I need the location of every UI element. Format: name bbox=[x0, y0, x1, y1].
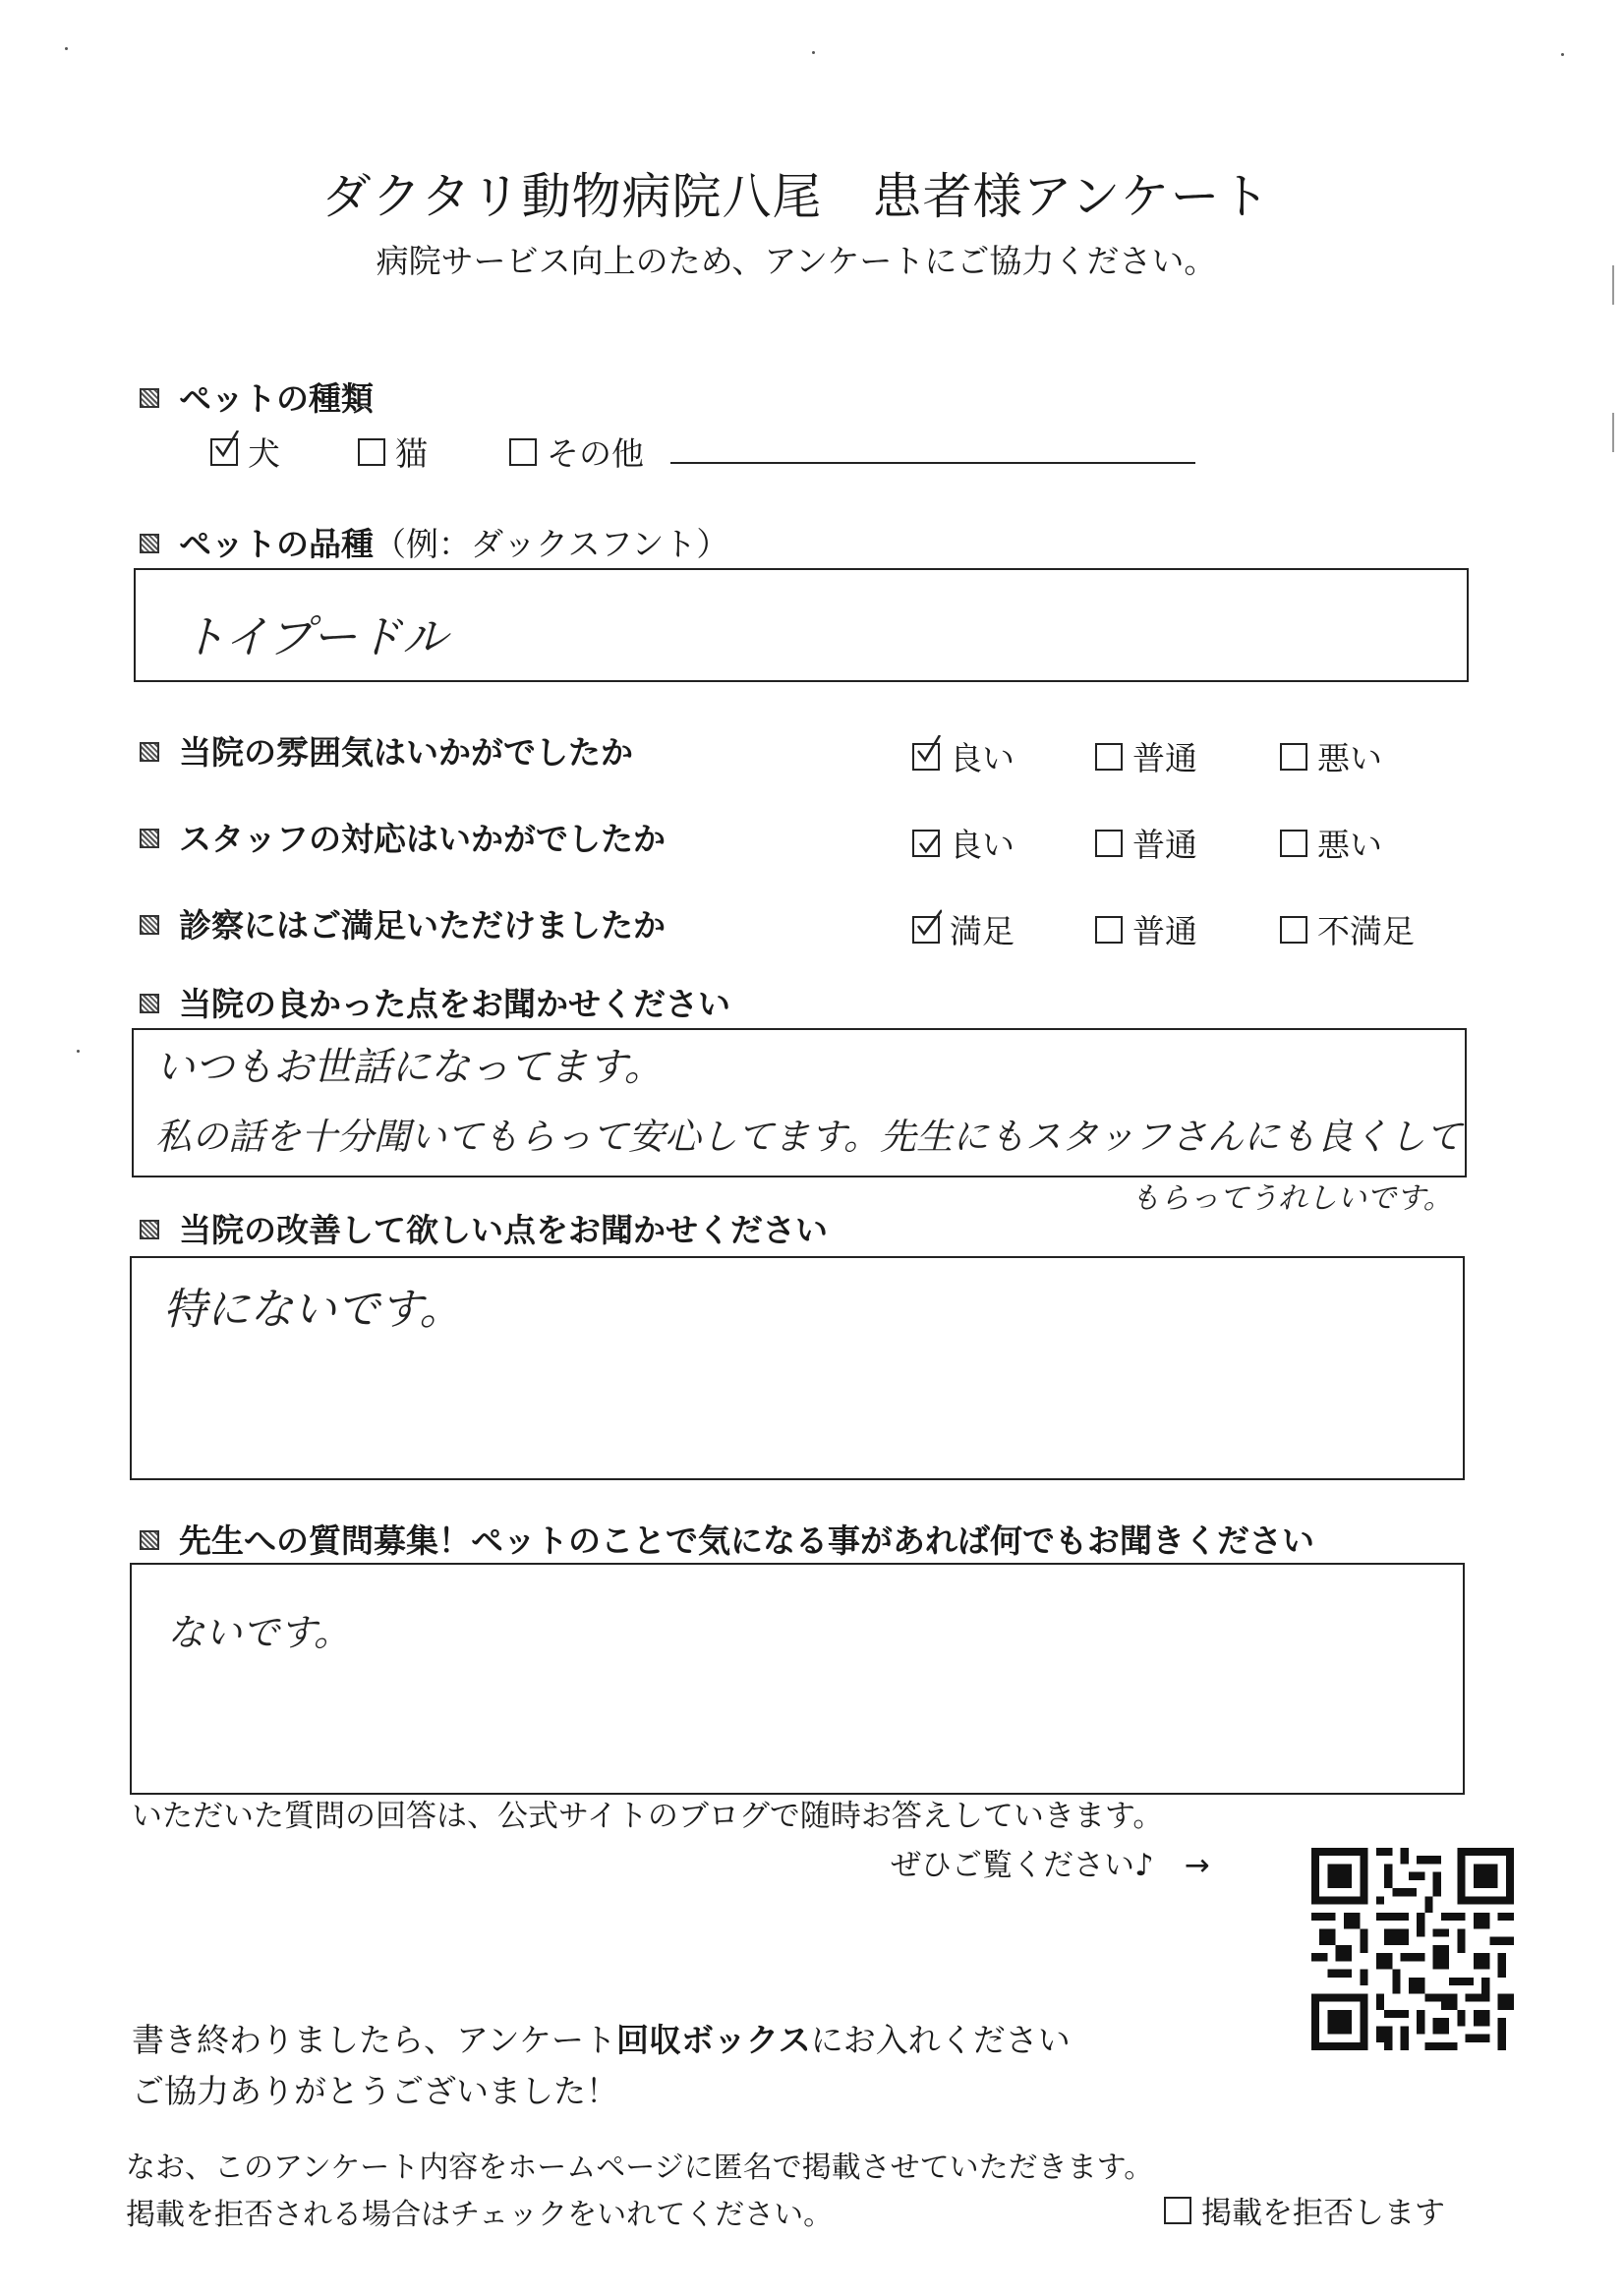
good-points-answer-line3: もらってうれしいです。 bbox=[1131, 1181, 1453, 1216]
checkbox[interactable] bbox=[1280, 743, 1307, 771]
refuse-publish-option[interactable]: 掲載を拒否します bbox=[1164, 2188, 1445, 2232]
doctor-questions-answer-box[interactable] bbox=[130, 1563, 1465, 1795]
scan-speck bbox=[65, 47, 68, 50]
pet-type-question: ペットの種類 bbox=[140, 373, 374, 420]
survey-subtitle: 病院サービス向上のため、アンケートにご協力ください。 bbox=[376, 242, 1217, 280]
checkbox-checked[interactable] bbox=[210, 438, 238, 466]
check-mark-icon bbox=[916, 830, 942, 859]
doctor-questions-question: 先生への質問募集！ペットのことで気になる事があれば何でもお聞きください bbox=[140, 1516, 1314, 1562]
checkbox[interactable] bbox=[1280, 830, 1307, 857]
bullet-icon bbox=[140, 742, 159, 762]
check-mark-icon bbox=[214, 430, 240, 460]
staff-question: スタッフの対応はいかがでしたか bbox=[140, 814, 666, 860]
check-mark-icon bbox=[916, 908, 942, 938]
atmosphere-option-bad[interactable]: 悪い bbox=[1280, 733, 1382, 779]
good-points-answer-line1: いつもお世話になってます。 bbox=[155, 1045, 664, 1090]
atmosphere-option-normal[interactable]: 普通 bbox=[1095, 733, 1197, 779]
other-pet-write-line[interactable] bbox=[670, 462, 1195, 464]
atmosphere-option-good[interactable]: 良い bbox=[912, 733, 1015, 779]
atmosphere-question: 当院の雰囲気はいかがでしたか bbox=[140, 727, 633, 774]
survey-title: ダクタリ動物病院八尾 患者様アンケート bbox=[321, 168, 1271, 225]
good-points-question: 当院の良かった点をお聞かせください bbox=[140, 979, 730, 1025]
bullet-icon bbox=[140, 534, 159, 553]
checkbox[interactable] bbox=[1095, 830, 1123, 857]
scan-speck bbox=[1561, 53, 1564, 56]
satisfaction-option-satisfied[interactable]: 満足 bbox=[912, 906, 1015, 952]
scan-mark bbox=[1612, 265, 1614, 305]
improvements-answer: 特にないです。 bbox=[163, 1285, 463, 1335]
scan-mark bbox=[1612, 413, 1614, 452]
bullet-icon bbox=[140, 915, 159, 935]
breed-answer: トイプードル bbox=[181, 610, 447, 663]
staff-option-bad[interactable]: 悪い bbox=[1280, 820, 1382, 866]
breed-question: ペットの品種（例：ダックスフント） bbox=[140, 519, 728, 565]
check-mark-icon bbox=[916, 735, 942, 765]
satisfaction-option-unsatisfied[interactable]: 不満足 bbox=[1280, 906, 1415, 952]
breed-answer-box[interactable] bbox=[134, 568, 1469, 682]
scan-speck bbox=[812, 51, 815, 54]
bullet-icon bbox=[140, 1220, 159, 1239]
satisfaction-option-normal[interactable]: 普通 bbox=[1095, 906, 1197, 952]
refuse-publish-checkbox[interactable] bbox=[1164, 2197, 1191, 2224]
qr-code[interactable] bbox=[1311, 1848, 1514, 2050]
pet-type-option-dog[interactable]: 犬 bbox=[210, 429, 280, 475]
see-blog-note: ぜひご覧ください♪ → bbox=[891, 1848, 1210, 1883]
refuse-note: 掲載を拒否される場合はチェックをいれてください。 bbox=[126, 2198, 834, 2232]
checkbox[interactable] bbox=[1095, 916, 1123, 944]
pet-type-option-other[interactable]: その他 bbox=[509, 429, 644, 475]
satisfaction-question: 診察にはご満足いただけましたか bbox=[140, 900, 666, 947]
improvements-question: 当院の改善して欲しい点をお聞かせください bbox=[140, 1205, 828, 1251]
bullet-icon bbox=[140, 829, 159, 848]
scan-speck bbox=[77, 1050, 80, 1053]
publish-note: なお、このアンケート内容をホームページに匿名で掲載させていただきます。 bbox=[126, 2151, 1154, 2185]
thanks-message: ご協力ありがとうございました！ bbox=[132, 2072, 618, 2110]
pet-type-option-cat[interactable]: 猫 bbox=[358, 429, 428, 475]
staff-option-good[interactable]: 良い bbox=[912, 820, 1015, 866]
checkbox-checked[interactable] bbox=[912, 916, 940, 944]
submit-instruction: 書き終わりましたら、アンケート回収ボックスにお入れください bbox=[132, 2021, 1071, 2059]
checkbox-checked[interactable] bbox=[912, 743, 940, 771]
answers-note: いただいた質問の回答は、公式サイトのブログで随時お答えしていきます。 bbox=[132, 1799, 1164, 1834]
checkbox[interactable] bbox=[509, 438, 537, 466]
checkbox[interactable] bbox=[358, 438, 385, 466]
good-points-answer-line2: 私の話を十分聞いてもらって安心してます。先生にもスタッフさんにも良くして bbox=[155, 1116, 1463, 1158]
checkbox[interactable] bbox=[1095, 743, 1123, 771]
bullet-icon bbox=[140, 388, 159, 408]
bullet-icon bbox=[140, 1530, 159, 1550]
staff-option-normal[interactable]: 普通 bbox=[1095, 820, 1197, 866]
doctor-questions-answer: ないです。 bbox=[167, 1611, 351, 1654]
checkbox[interactable] bbox=[1280, 916, 1307, 944]
bullet-icon bbox=[140, 994, 159, 1013]
improvements-answer-box[interactable] bbox=[130, 1256, 1465, 1480]
checkbox-checked[interactable] bbox=[912, 830, 940, 857]
